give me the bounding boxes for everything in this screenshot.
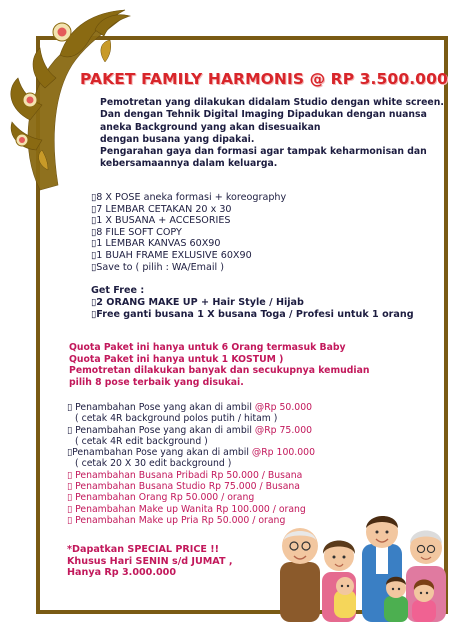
bullet-icon: ▯ [91, 226, 97, 238]
description-line: Pemotretan yang dilakukan didalam Studio dengan white screen. [100, 97, 444, 108]
special-price-note [67, 544, 287, 579]
description-line: aneka Background yang akan disesuaikan [100, 121, 321, 133]
list-item: ▯ Penambahan Pose yang akan di ambil @Rp 75.000 [67, 424, 313, 436]
price-label: @Rp 100.000 [251, 447, 315, 459]
get-free-heading: Get Free : [91, 285, 145, 296]
list-item: ▯ Penambahan Make up Wanita Rp 100.000 / orang [67, 503, 306, 515]
quota-line: Quota Paket ini hanya untuk 1 KOSTUM ) [69, 353, 284, 365]
list-item: ▯1 BUAH FRAME EXLUSIVE 60X90 [91, 249, 252, 261]
bullet-icon: ▯ [67, 424, 73, 436]
quota-line: Quota Paket ini hanya untuk 6 Orang termasuk Baby [69, 342, 346, 353]
special-line: Hanya Rp 3.000.000 [67, 567, 177, 578]
description-line: dengan busana yang dipakai. [100, 133, 255, 145]
list-item: ▯ Penambahan Orang Rp 50.000 / orang [67, 492, 255, 504]
list-item: ▯ Penambahan Pose yang akan di ambil @Rp 50.000 [67, 402, 313, 413]
list-item: ▯ Penambahan Busana Studio Rp 75.000 / Busana [67, 481, 300, 493]
description-line: Dan dengan Tehnik Digital Imaging Dipadukan dengan nuansa [100, 109, 427, 121]
quota-line: Pemotretan dilakukan banyak dan secukupnya kemudian [69, 365, 370, 376]
package-title: PAKET FAMILY HARMONIS @ RP 3.500.000 [80, 70, 448, 88]
bullet-icon: ▯ [67, 503, 73, 515]
bullet-icon: ▯ [67, 514, 73, 526]
family-illustration-icon [272, 510, 462, 622]
package-items-list [91, 192, 411, 273]
additional-charges [67, 402, 347, 526]
bullet-icon: ▯ [67, 402, 73, 413]
bullet-icon: ▯ [91, 296, 97, 308]
bullet-icon: ▯ [67, 492, 73, 504]
list-item: ▯1 X BUSANA + ACCESORIES [91, 215, 231, 227]
bullet-icon: ▯ [67, 481, 73, 493]
quota-line: pilih 8 pose terbaik yang disukai. [69, 376, 244, 388]
list-item: ▯Free ganti busana 1 X busana Toga / Profesi untuk 1 orang [91, 308, 414, 320]
description-line: Pengarahan gaya dan formasi agar tampak keharmonisan dan [100, 146, 427, 158]
price-label: @Rp 50.000 [254, 402, 313, 413]
list-item: ▯7 LEMBAR CETAKAN 20 x 30 [91, 203, 232, 215]
bullet-icon: ▯ [91, 249, 97, 261]
list-item: ▯ Penambahan Make up Pria Rp 50.000 / orang [67, 514, 286, 526]
bullet-icon: ▯ [67, 447, 73, 459]
list-item: ▯1 LEMBAR KANVAS 60X90 [91, 238, 221, 250]
bullet-icon: ▯ [91, 238, 97, 250]
bullet-icon: ▯ [91, 192, 97, 203]
get-free-section [91, 285, 441, 321]
package-description [100, 97, 444, 171]
bullet-icon: ▯ [91, 203, 97, 215]
list-item: ▯ Penambahan Busana Pribadi Rp 50.000 / Busana [67, 469, 303, 481]
list-item: ▯8 FILE SOFT COPY [91, 226, 182, 238]
description-line: kebersamaannya dalam keluarga. [100, 158, 278, 170]
list-item: ▯Penambahan Pose yang akan di ambil @Rp 100.000 [67, 447, 315, 459]
special-line: Khusus Hari SENIN s/d JUMAT , [67, 555, 233, 567]
bullet-icon: ▯ [67, 469, 73, 481]
note-line: ( cetak 20 X 30 edit background ) [75, 458, 232, 470]
list-item: ▯Save to ( pilih : WA/Email ) [91, 261, 225, 273]
special-line: *Dapatkan SPECIAL PRICE !! [67, 544, 220, 555]
list-item: ▯2 ORANG MAKE UP + Hair Style / Hijab [91, 296, 304, 308]
bullet-icon: ▯ [91, 308, 97, 320]
bullet-icon: ▯ [91, 261, 97, 273]
bullet-icon: ▯ [91, 215, 97, 227]
list-item: ▯8 X POSE aneka formasi + koreography [91, 192, 287, 203]
note-line: ( cetak 4R background polos putih / hitam ) [75, 413, 278, 425]
quota-notes [69, 342, 429, 388]
note-line: ( cetak 4R edit background ) [75, 435, 208, 447]
price-label: @Rp 75.000 [254, 424, 313, 436]
